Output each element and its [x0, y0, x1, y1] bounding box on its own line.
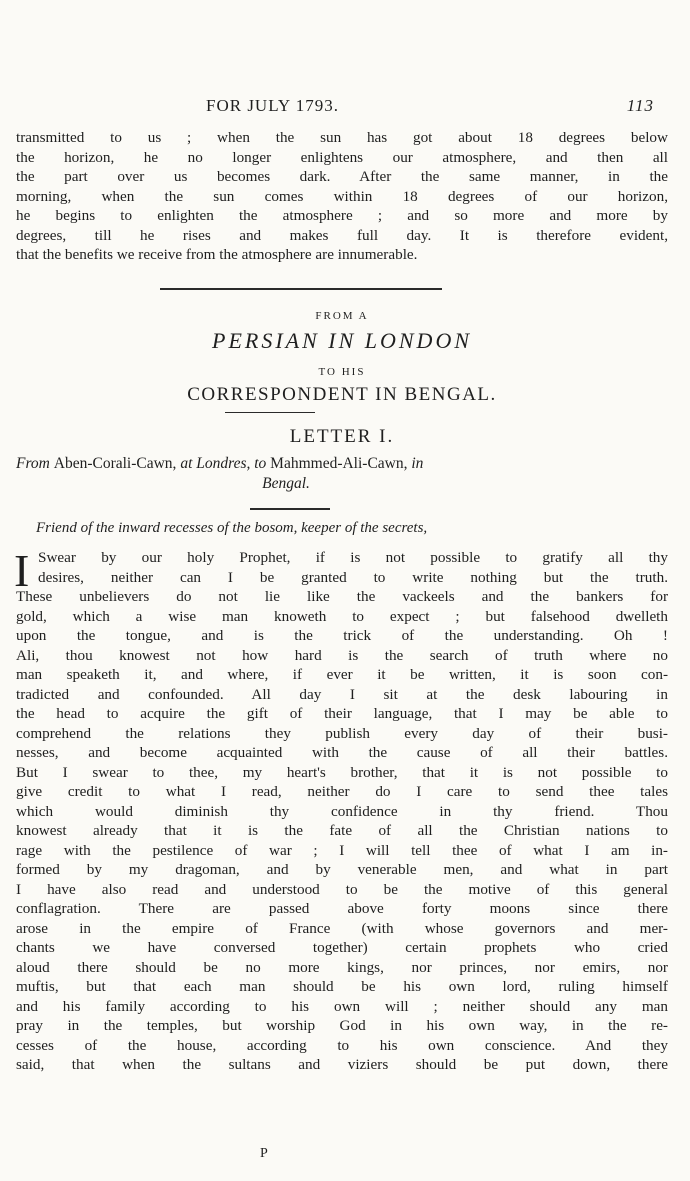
letter-title: LETTER I.	[289, 426, 395, 447]
heading-divider	[225, 412, 315, 413]
text-line: nesses, and become acquainted with the cause of all their battles.	[16, 744, 668, 761]
text-line: comprehend the relations they publish every day of their busi-	[16, 724, 668, 742]
salutation: Friend of the inward recesses of the bosom, keeper of the secrets,	[36, 520, 428, 536]
from-line	[16, 454, 668, 494]
text-line: Swear by our holy Prophet, if is not possible to gratify all thy	[38, 549, 668, 566]
text-line: conflagration. There are passed above forty moons since there	[16, 900, 668, 917]
letter-divider	[250, 508, 330, 510]
text-line: he begins to enlighten the atmosphere ; and so more and more by	[16, 207, 668, 224]
text-line: the head to acquire the gift of their language, that I may be able to	[16, 705, 668, 722]
text-line: man speaketh it, and where, if ever it be written, it is soon con-	[16, 666, 668, 683]
from-line-2: Bengal.	[262, 475, 310, 492]
running-head	[16, 96, 662, 120]
text-line: which would diminish thy confidence in thy friend. Thou	[16, 802, 668, 820]
text-line: arose in the empire of France (with whose governors and mer-	[16, 919, 668, 937]
text-line: aloud there should be no more kings, nor princes, nor emirs, nor	[16, 958, 668, 976]
text-line: said, that when the sultans and viziers should be put down, there	[16, 1056, 668, 1073]
text-line: desires, neither can I be granted to write nothing but the truth.	[38, 568, 668, 586]
text-line: degrees, till he rises and makes full day. It is therefore evident,	[16, 226, 668, 244]
opening-paragraph	[16, 128, 668, 265]
text-line: formed by my dragoman, and by venerable men, and what in part	[16, 861, 668, 878]
text-line: I have also read and understood to be the motive of this general	[16, 880, 668, 898]
text-line: tradicted and confounded. All day I sit at the desk labouring in	[16, 685, 668, 703]
heading-persian-in-london: PERSIAN IN LONDON	[212, 328, 472, 353]
text-line: cesses of the house, according to his own conscience. And they	[16, 1036, 668, 1054]
text-line: But I swear to thee, my heart's brother, that it is not possible to	[16, 763, 668, 781]
page-number: 113	[626, 96, 654, 115]
text-line: upon the tongue, and is the trick of the understanding. Oh !	[16, 627, 668, 644]
text-line: pray in the temples, but worship God in his own way, in the re-	[16, 1017, 668, 1034]
section-divider	[160, 288, 442, 290]
text-line: give credit to what I read, neither do I care to send thee tales	[16, 783, 668, 800]
from-line-1: From Aben-Corali-Cawn, at Londres, to Mahmmed-Ali-Cawn, in	[16, 455, 424, 472]
letter-body	[14, 545, 668, 1075]
heading-from-a: FROM A	[315, 310, 369, 322]
drop-cap: I	[14, 545, 30, 596]
text-line: the horizon, he no longer enlightens our atmosphere, and then all	[16, 148, 668, 166]
text-line: that the benefits we receive from the atmosphere are innumerable.	[16, 246, 418, 263]
text-line: transmitted to us ; when the sun has got about 18 degrees below	[16, 129, 668, 146]
text-line: gold, which a wise man knoweth to expect ; but falsehood dwelleth	[16, 607, 668, 625]
heading-to-his: TO HIS	[318, 366, 366, 378]
text-line: morning, when the sun comes within 18 degrees of our horizon,	[16, 187, 668, 205]
text-line: chants we have conversed together) certain prophets who cried	[16, 939, 668, 956]
text-line: These unbelievers do not lie like the vackeels and the bankers for	[16, 588, 668, 605]
catchword: P	[260, 1146, 268, 1161]
heading-correspondent: CORRESPONDENT IN BENGAL.	[187, 384, 497, 405]
text-line: the part over us becomes dark. After the same manner, in the	[16, 168, 668, 185]
text-line: knowest already that it is the fate of all the Christian nations to	[16, 822, 668, 839]
running-head-title: FOR JULY 1793.	[206, 96, 340, 115]
text-line: Ali, thou knowest not how hard is the search of truth where no	[16, 646, 668, 664]
text-line: rage with the pestilence of war ; I will tell thee of what I am in-	[16, 841, 668, 859]
text-line: muftis, but that each man should be his own lord, ruling himself	[16, 978, 668, 995]
text-line: and his family according to his own will ; neither should any man	[16, 997, 668, 1015]
